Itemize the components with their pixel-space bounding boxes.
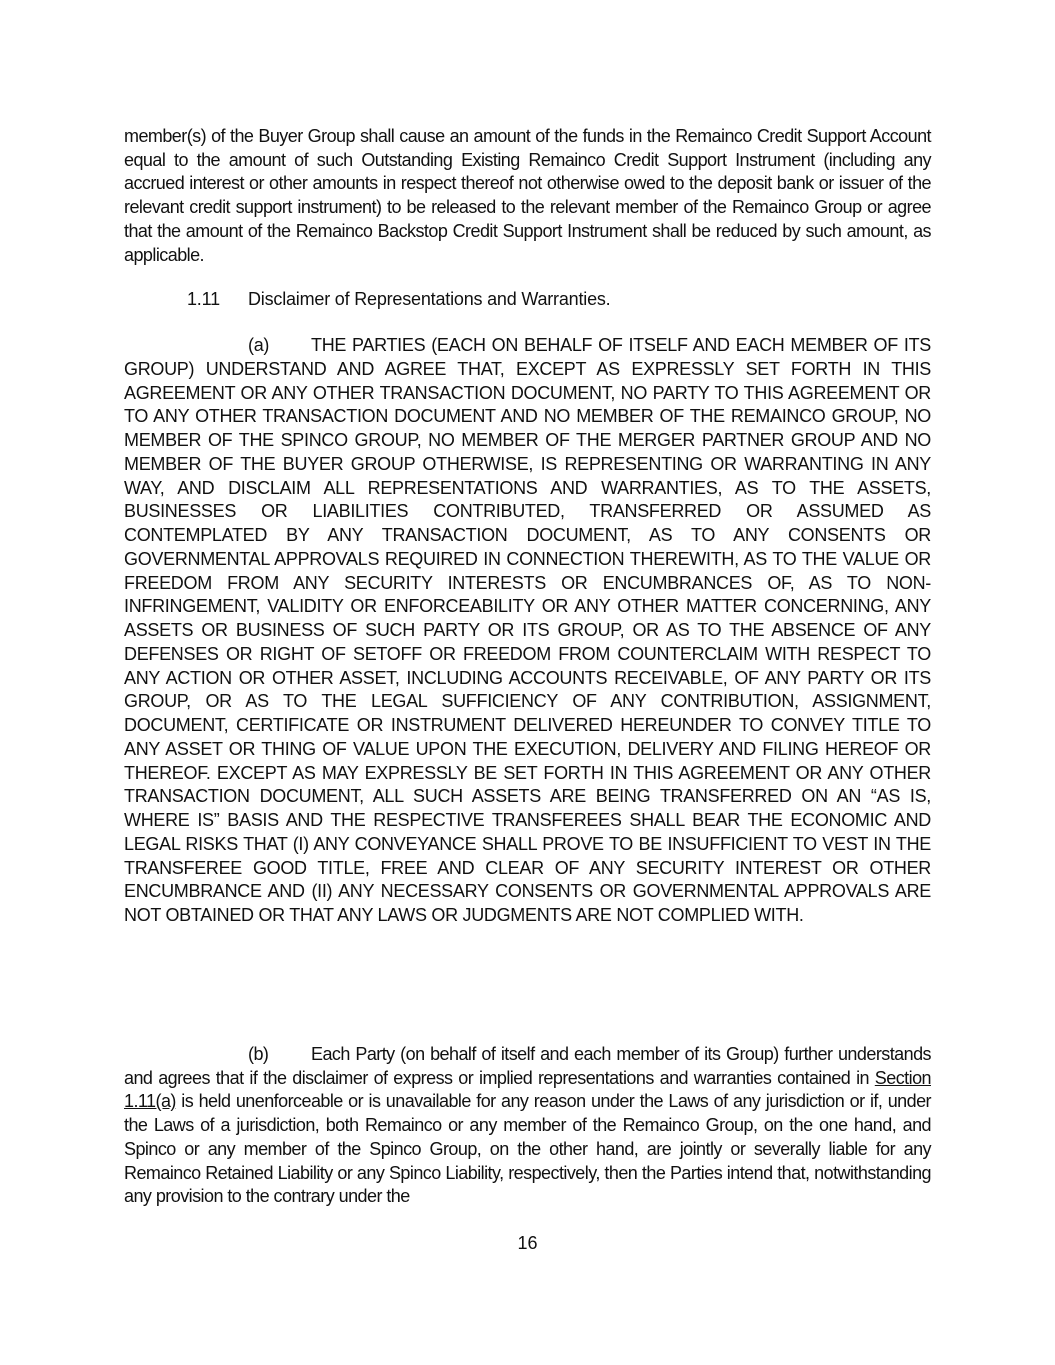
section-heading — [187, 288, 611, 312]
clause-b-text-after: is held unenforceable or is unavailable for any reason under the Laws of any jurisdiction or if, under the Laws of a jurisdiction, both Remainco or any member of the Remainco Group, on the one hand, and Spinco or any member of the Spinco Group, on the other hand, are jointly or severally liable for any Remainco Retained Liability or any Spinco Liability, respectively, then the Parties intend that, notwithstanding any provision to the contrary under the — [124, 1091, 931, 1207]
section-title: Disclaimer of Representations and Warranties. — [248, 289, 611, 309]
clause-b-text-before: Each Party (on behalf of itself and each member of its Group) further understands and agrees that if the disclaimer of express or implied representations and warranties contained in — [124, 1044, 931, 1088]
clause-a-paragraph — [124, 334, 931, 928]
section-number: 1.11 — [187, 289, 220, 309]
clause-a-label: (a) — [248, 335, 270, 355]
clause-a-text: THE PARTIES (EACH ON BEHALF OF ITSELF AND EACH MEMBER OF ITS GROUP) UNDERSTAND AND AGREE THAT, EXCEPT AS EXPRESSLY SET FORTH IN THIS AGREEMENT OR ANY OTHER TRANSACTION DOCUMENT, NO PARTY TO THIS AGREEMENT OR TO ANY OTHER TRANSACTION DOCUMENT AND NO MEMBER OF THE REMAINCO GROUP, NO MEMBER OF THE SPINCO GROUP, NO MEMBER OF THE MERGER PARTNER GROUP AND NO MEMBER OF THE BUYER GROUP OTHERWISE, IS REPRESENTING OR WARRANTING IN ANY WAY, AND DISCLAIM ALL REPRESENTATIONS AND WARRANTIES, AS TO THE ASSETS, BUSINESSES OR LIABILITIES CONTRIBUTED, TRANSFERRED OR ASSUMED AS CONTEMPLATED BY ANY TRANSACTION DOCUMENT, AS TO ANY CONSENTS OR GOVERNMENTAL APPROVALS REQUIRED IN CONNECTION THEREWITH, AS TO THE VALUE OR FREEDOM FROM ANY SECURITY INTERESTS OR ENCUMBRANCES OF, AS TO NON-INFRINGEMENT, VALIDITY OR ENFORCEABILITY OR ANY OTHER MATTER CONCERNING, ANY ASSETS OR BUSINESS OF SUCH PARTY OR ITS GROUP, OR AS TO THE ABSENCE OF ANY DEFENSES OR RIGHT OF SETOFF OR FREEDOM FROM COUNTERCLAIM WITH RESPECT TO ANY ACTION OR OTHER ASSET, INCLUDING ACCOUNTS RECEIVABLE, OF ANY PARTY OR ITS GROUP, OR AS TO THE LEGAL SUFFICIENCY OF ANY CONTRIBUTION, ASSIGNMENT, DOCUMENT, CERTIFICATE OR INSTRUMENT DELIVERED HEREUNDER TO CONVEY TITLE TO ANY ASSET OR THING OF VALUE UPON THE EXECUTION, DELIVERY AND FILING HEREOF OR THEREOF. EXCEPT AS MAY EXPRESSLY BE SET FORTH IN THIS AGREEMENT OR ANY OTHER TRANSACTION DOCUMENT, ALL SUCH ASSETS ARE BEING TRANSFERRED ON AN “AS IS, WHERE IS” BASIS AND THE RESPECTIVE TRANSFEREES SHALL BEAR THE ECONOMIC AND LEGAL RISKS THAT (I) ANY CONVEYANCE SHALL PROVE TO BE INSUFFICIENT TO VEST IN THE TRANSFEREE GOOD TITLE, FREE AND CLEAR OF ANY SECURITY INTEREST OR OTHER ENCUMBRANCE AND (II) ANY NECESSARY CONSENTS OR GOVERNMENTAL APPROVALS ARE NOT OBTAINED OR THAT ANY LAWS OR JUDGMENTS ARE NOT COMPLIED WITH. — [124, 335, 931, 925]
clause-b-label: (b) — [248, 1044, 269, 1064]
page-number: 16 — [517, 1233, 538, 1253]
section-reference-link: Section 1.11(a) — [124, 1067, 931, 1112]
clause-b-paragraph — [124, 1043, 931, 1209]
continuation-paragraph: member(s) of the Buyer Group shall cause an amount of the funds in the Remainco Credit Support Account equal to the amount of such Outstanding Existing Remainco Credit Support Instrument (including any accrued interest or other amounts in respect thereof not otherwise owed to the deposit bank or issuer of the relevant credit support instrument) to be released to the relevant member of the Remainco Group or agree that the amount of the Remainco Backstop Credit Support Instrument shall be reduced by such amount, as applicable. — [124, 126, 931, 265]
